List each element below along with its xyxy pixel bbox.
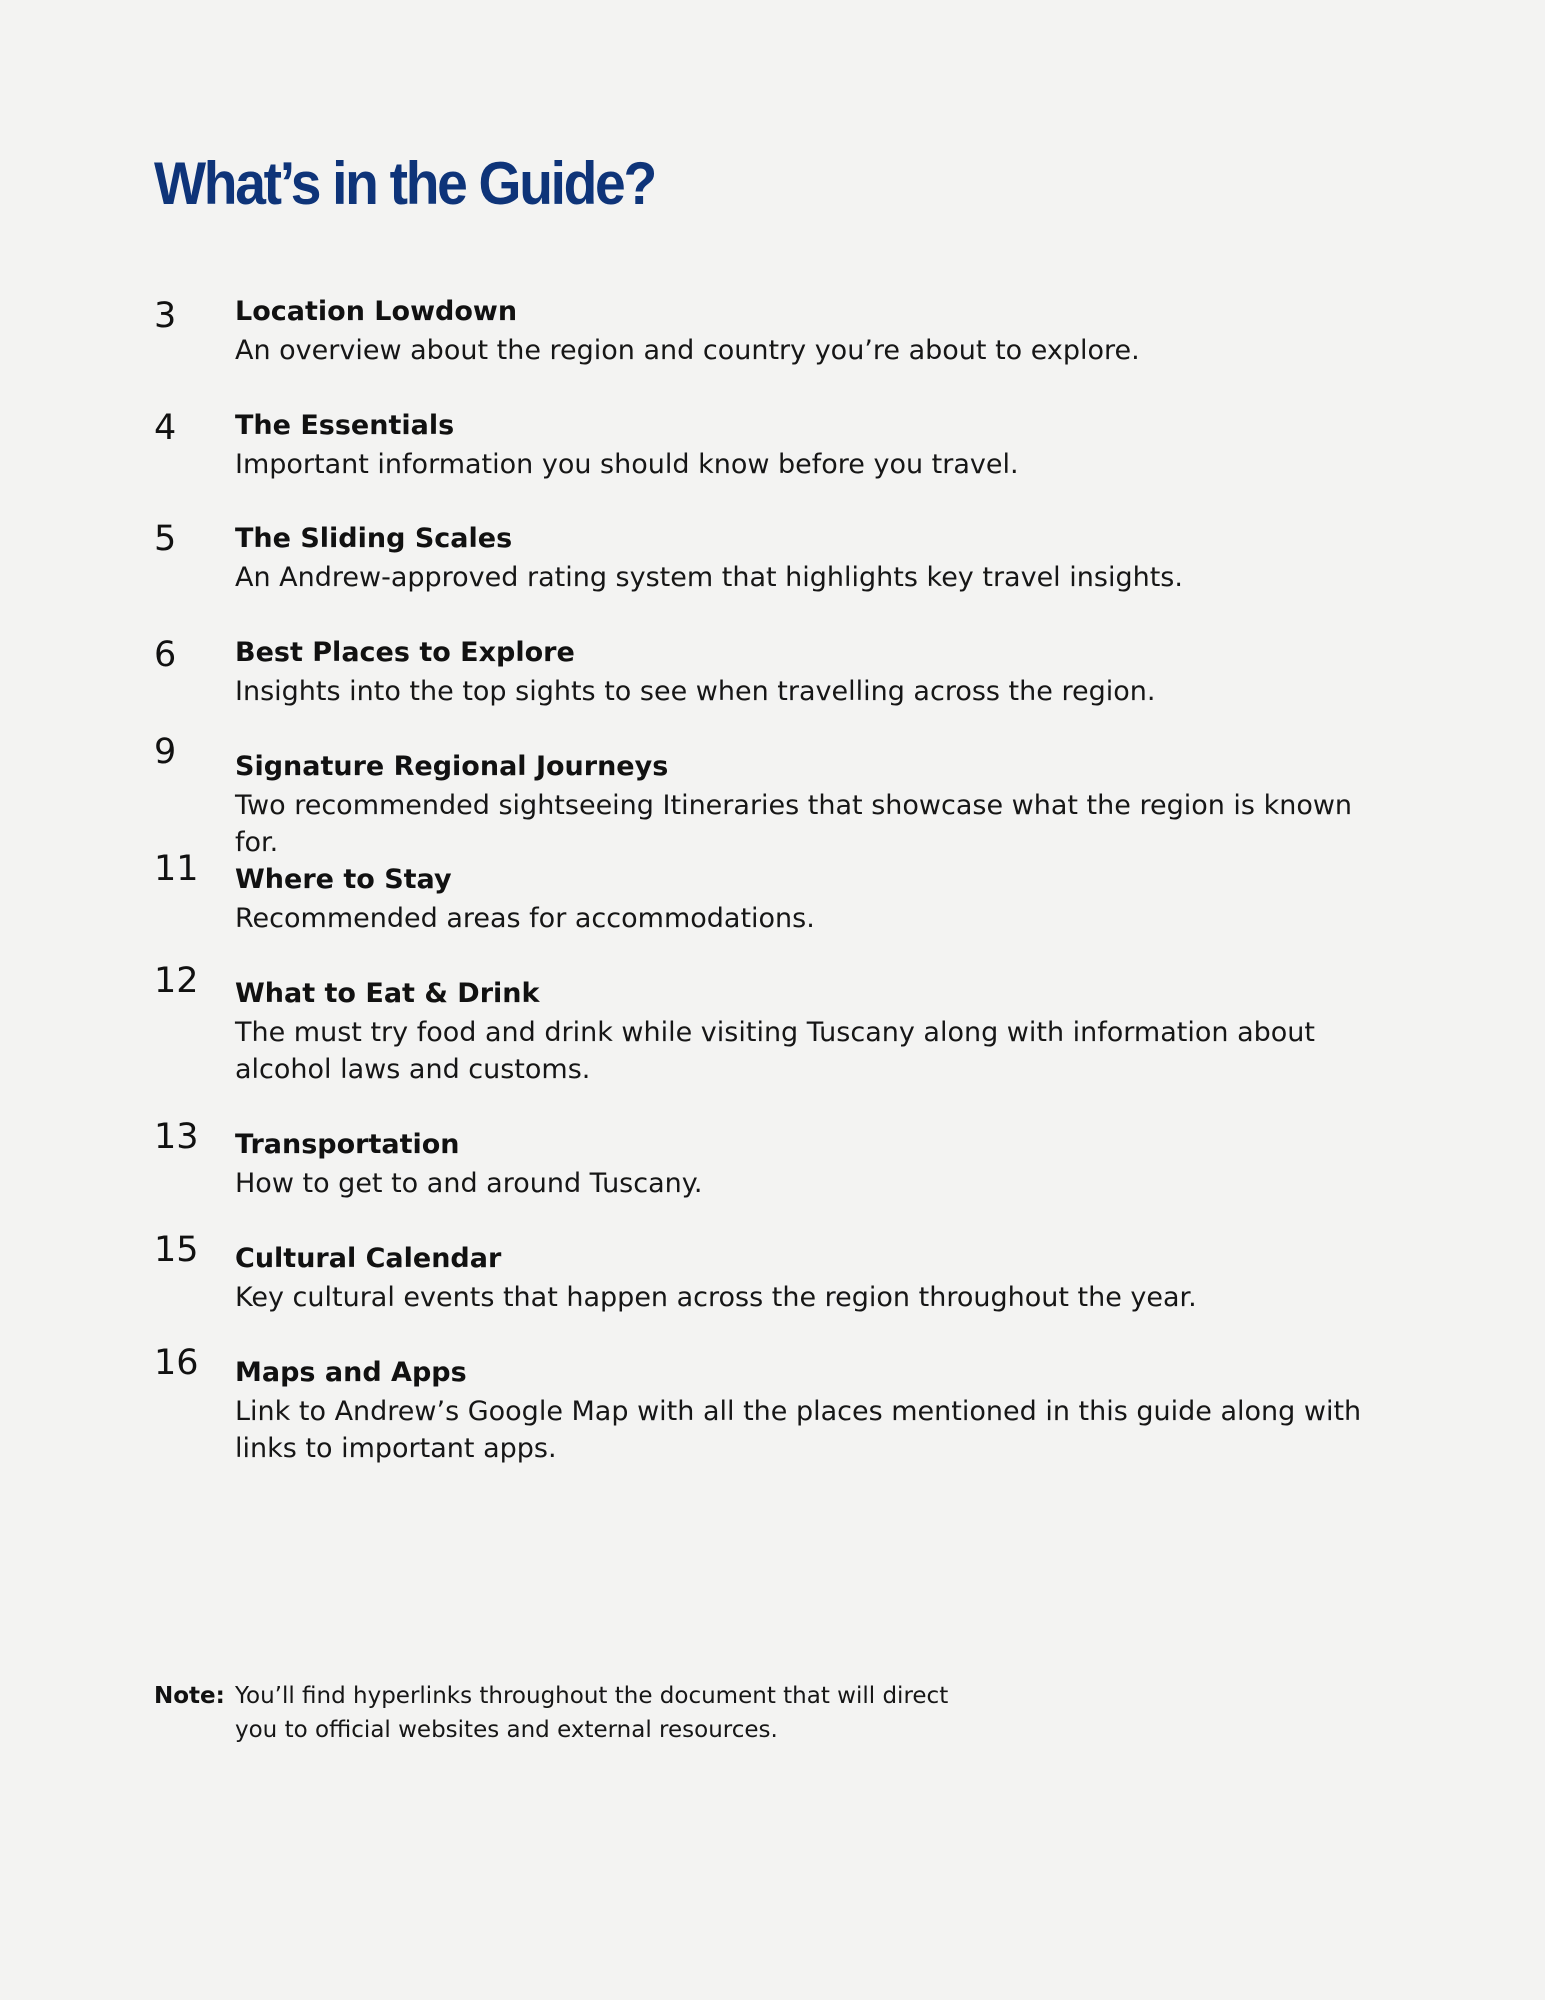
page-number: 3 <box>154 296 177 336</box>
entry-title: What to Eat & Drink <box>235 978 540 1009</box>
page-number: 13 <box>154 1117 199 1157</box>
page-number: 12 <box>154 961 199 1001</box>
page-number: 16 <box>154 1343 199 1383</box>
entry-title: Maps and Apps <box>235 1357 467 1388</box>
note-text: You’ll find hyperlinks throughout the document that will direct you to official websites and external resources. <box>235 1683 949 1743</box>
entry-title: Transportation <box>235 1129 460 1160</box>
page-number: 6 <box>154 635 177 675</box>
entry-description: Insights into the top sights to see when travelling across the region. <box>235 676 1156 707</box>
entry-title: The Sliding Scales <box>235 523 513 554</box>
entry-description: Important information you should know before you travel. <box>235 449 1019 480</box>
entry-title: Signature Regional Journeys <box>235 751 669 782</box>
note-label: Note: <box>154 1683 225 1709</box>
entry-description: Key cultural events that happen across the region throughout the year. <box>235 1282 1197 1313</box>
entry-description: How to get to and around Tuscany. <box>235 1168 703 1199</box>
entry-description: An overview about the region and country you’re about to explore. <box>235 335 1140 366</box>
page-title: What’s in the Guide? <box>154 150 655 217</box>
entry-description: Link to Andrew’s Google Map with all the places mentioned in this guide along with links to important apps. <box>235 1396 1362 1464</box>
entry-title: Where to Stay <box>235 864 452 895</box>
entry-description: Recommended areas for accommodations. <box>235 903 815 934</box>
entry-description: An Andrew-approved rating system that highlights key travel insights. <box>235 562 1183 593</box>
page-number: 11 <box>154 849 199 889</box>
page-number: 5 <box>154 519 177 559</box>
entry-title: Location Lowdown <box>235 296 518 327</box>
page-number: 9 <box>154 732 177 772</box>
page-number: 4 <box>154 408 177 448</box>
entry-description: The must try food and drink while visiting Tuscany along with information about alcohol laws and customs. <box>235 1017 1315 1085</box>
entry-title: Cultural Calendar <box>235 1243 502 1274</box>
page-number: 15 <box>154 1230 199 1270</box>
entry-description: Two recommended sightseeing Itineraries that showcase what the region is known for. <box>235 790 1353 858</box>
entry-title: Best Places to Explore <box>235 637 575 668</box>
entry-title: The Essentials <box>235 410 455 441</box>
